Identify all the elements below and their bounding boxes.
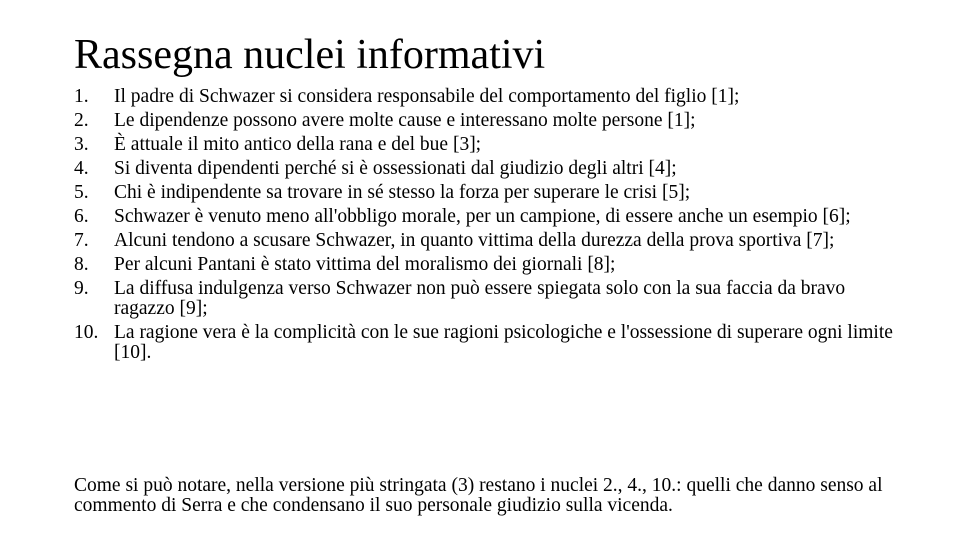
list-item [74,231,904,251]
list-item-text: La diffusa indulgenza verso Schwazer non può essere spiegata solo con la sua faccia da bravo ragazzo [9]; [114,278,846,319]
list-item-number: 2. [74,110,89,131]
list-item [74,323,904,363]
list-item-number: 4. [74,158,89,179]
list-item-text: Si diventa dipendenti perché si è ossessionati dal giudizio degli altri [4]; [114,158,677,179]
list-item-number: 10. [74,322,99,343]
list-item-number: 8. [74,254,89,275]
list-item-text: Schwazer è venuto meno all'obbligo morale, per un campione, di essere anche un esempio [6]; [114,206,851,227]
list-item-text: Per alcuni Pantani è stato vittima del moralismo dei giornali [8]; [114,254,616,275]
list-item-text: Chi è indipendente sa trovare in sé stesso la forza per superare le crisi [5]; [114,182,691,203]
list-item [74,135,904,155]
list-item-number: 3. [74,134,89,155]
list-item [74,207,904,227]
list-item-number: 9. [74,278,89,299]
list-item [74,183,904,203]
list-item-text: Alcuni tendono a scusare Schwazer, in quanto vittima della durezza della prova sportiva [7]; [114,230,835,251]
list-item-number: 6. [74,206,89,227]
list-item [74,111,904,131]
list-item [74,279,904,319]
list-item [74,255,904,275]
slide-title: Rassegna nuclei informativi [74,32,546,78]
list-item-text: È attuale il mito antico della rana e del bue [3]; [114,134,482,155]
list-item-number: 5. [74,182,89,203]
list-item-number: 1. [74,86,89,107]
list-item [74,87,904,107]
conclusion-paragraph: Come si può notare, nella versione più stringata (3) restano i nuclei 2., 4., 10.: quelli che danno senso al commento di Serra e che condensano il suo personale giudizio sulla vicenda. [74,475,883,516]
list-item [74,159,904,179]
list-item-text: La ragione vera è la complicità con le sue ragioni psicologiche e l'ossessione di superare ogni limite [10]. [114,322,893,363]
list-item-number: 7. [74,230,89,251]
list-item-text: Il padre di Schwazer si considera responsabile del comportamento del figlio [1]; [114,86,740,107]
nuclei-list [74,87,904,367]
list-item-text: Le dipendenze possono avere molte cause e interessano molte persone [1]; [114,110,696,131]
